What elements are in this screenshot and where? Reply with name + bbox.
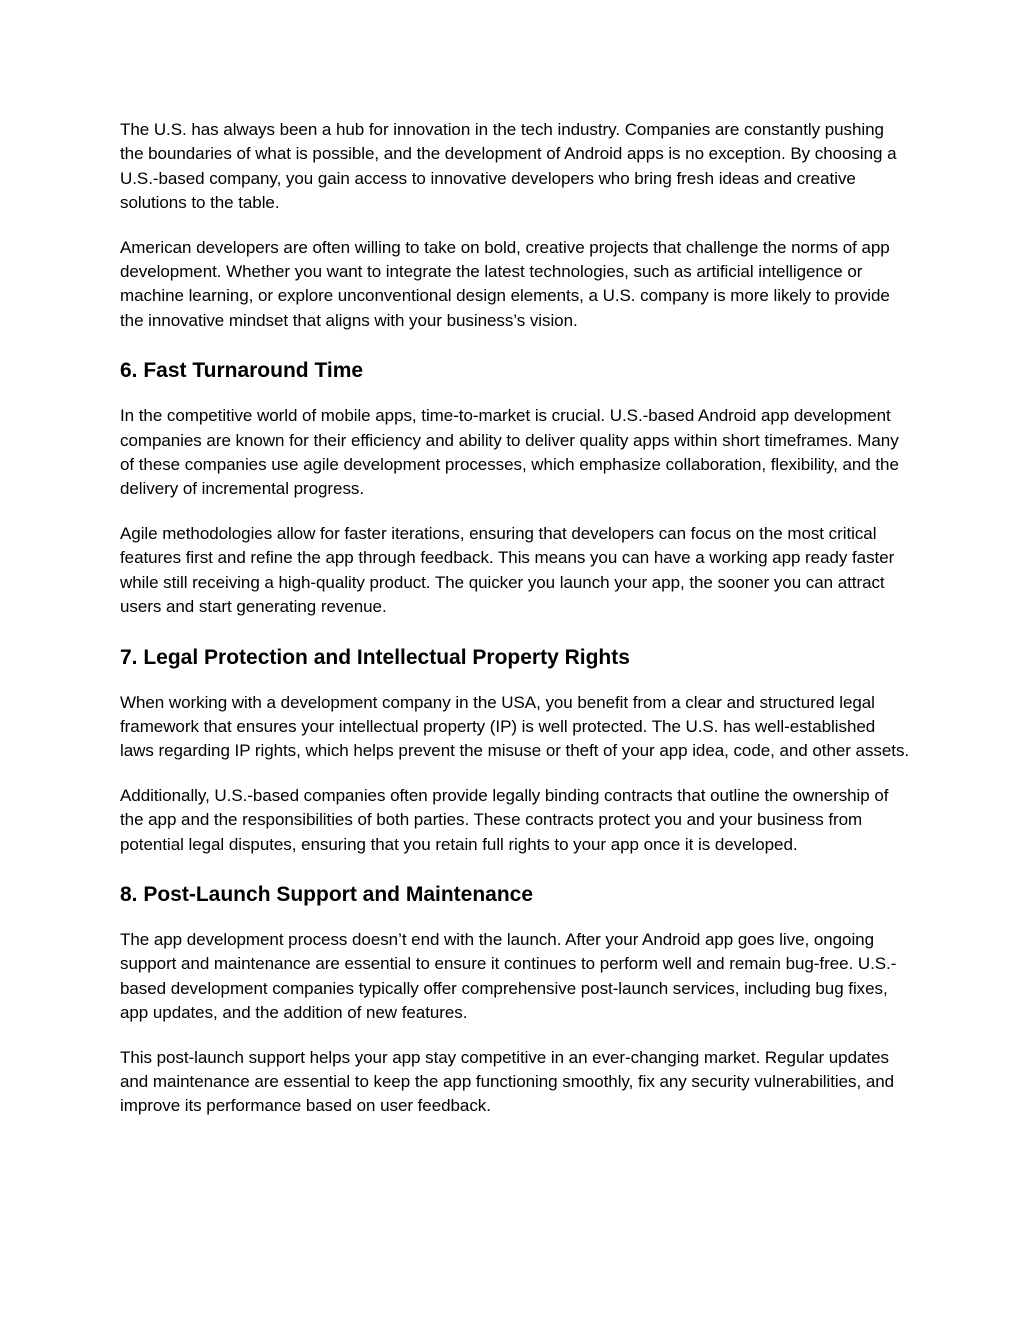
heading-fast-turnaround: 6. Fast Turnaround Time xyxy=(120,359,364,383)
paragraph-innovation-1: The U.S. has always been a hub for innovation in the tech industry. Companies are constantly pushing the boundaries of what is possible, and the development of Android apps is no exception. By choosing a U.S.-based company, you gain access to innovative developers who bring fresh ideas and creative solutions to the table. xyxy=(120,120,897,213)
document-page xyxy=(120,118,910,1139)
paragraph-legal-1: When working with a development company in the USA, you benefit from a clear and structured legal framework that ensures your intellectual property (IP) is well protected. The U.S. has well-established laws regarding IP rights, which helps prevent the misuse or theft of your app idea, code, and other assets. xyxy=(120,692,910,761)
heading-post-launch: 8. Post-Launch Support and Maintenance xyxy=(120,882,534,906)
paragraph-post-launch-2: This post-launch support helps your app stay competitive in an ever-changing market. Regular updates and maintenance are essential to keep the app functioning smoothly, fix any security vulnerabilities, and improve its performance based on user feedback. xyxy=(120,1047,895,1116)
heading-legal-protection: 7. Legal Protection and Intellectual Property Rights xyxy=(120,645,630,669)
paragraph-legal-2: Additionally, U.S.-based companies often provide legally binding contracts that outline the ownership of the app and the responsibilities of both parties. These contracts protect you and your business from potential legal disputes, ensuring that you retain full rights to your app once it is developed. xyxy=(120,785,889,854)
paragraph-innovation-2: American developers are often willing to take on bold, creative projects that challenge the norms of app development. Whether you want to integrate the latest technologies, such as artificial intelligence or machine learning, or explore unconventional design elements, a U.S. company is more likely to provide the innovative mindset that aligns with your business’s vision. xyxy=(120,237,890,330)
paragraph-post-launch-1: The app development process doesn’t end with the launch. After your Android app goes live, ongoing support and maintenance are essential to ensure it continues to perform well and remain bug-free. U.S.-based development companies typically offer comprehensive post-launch services, including bug fixes, app updates, and the addition of new features. xyxy=(120,929,897,1023)
paragraph-turnaround-2: Agile methodologies allow for faster iterations, ensuring that developers can focus on the most critical features first and refine the app through feedback. This means you can have a working app ready faster while still receiving a high-quality product. The quicker you launch your app, the sooner you can attract users and start generating revenue. xyxy=(120,523,895,617)
paragraph-turnaround-1: In the competitive world of mobile apps, time-to-market is crucial. U.S.-based Android app development companies are known for their efficiency and ability to deliver quality apps within short timeframes. Many of these companies use agile development processes, which emphasize collaboration, flexibility, and the delivery of incremental progress. xyxy=(120,406,899,499)
